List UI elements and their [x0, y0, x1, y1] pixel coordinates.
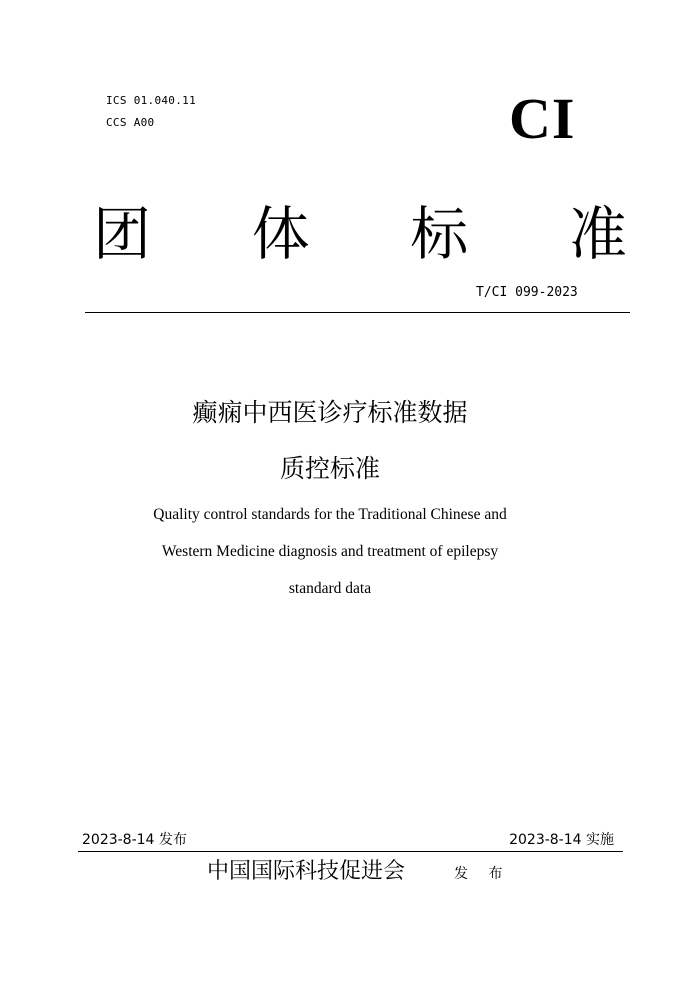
document-type-char-3: 标 — [410, 200, 469, 268]
english-title-line-3: standard data — [288, 580, 372, 597]
ics-code: ICS 01.040.11 — [106, 94, 196, 107]
ccs-code: CCS A00 — [106, 116, 155, 129]
top-divider — [85, 312, 630, 313]
classification-codes — [106, 90, 196, 134]
publisher-name: 中国国际科技促进会 — [207, 859, 406, 884]
standard-number: T/CI 099-2023 — [476, 285, 578, 300]
issue-date: 2023-8-14 发布 — [82, 832, 187, 848]
bottom-divider — [78, 851, 623, 852]
english-title-line-1: Quality control standards for the Traditional Chinese and — [153, 506, 507, 523]
document-type-char-4: 准 — [568, 200, 627, 268]
publish-label: 发 布 — [454, 866, 511, 882]
document-type-heading — [90, 198, 630, 270]
ci-logo: CI — [509, 86, 576, 151]
document-type-char-2: 体 — [251, 200, 310, 268]
chinese-title-line-1: 癫痫中西医诊疗标准数据 — [192, 398, 468, 427]
english-title-line-2: Western Medicine diagnosis and treatment of epilepsy — [161, 543, 499, 560]
implementation-date: 2023-8-14 实施 — [509, 832, 614, 848]
chinese-title-line-2: 质控标准 — [279, 454, 380, 483]
document-type-char-1: 团 — [92, 200, 151, 268]
